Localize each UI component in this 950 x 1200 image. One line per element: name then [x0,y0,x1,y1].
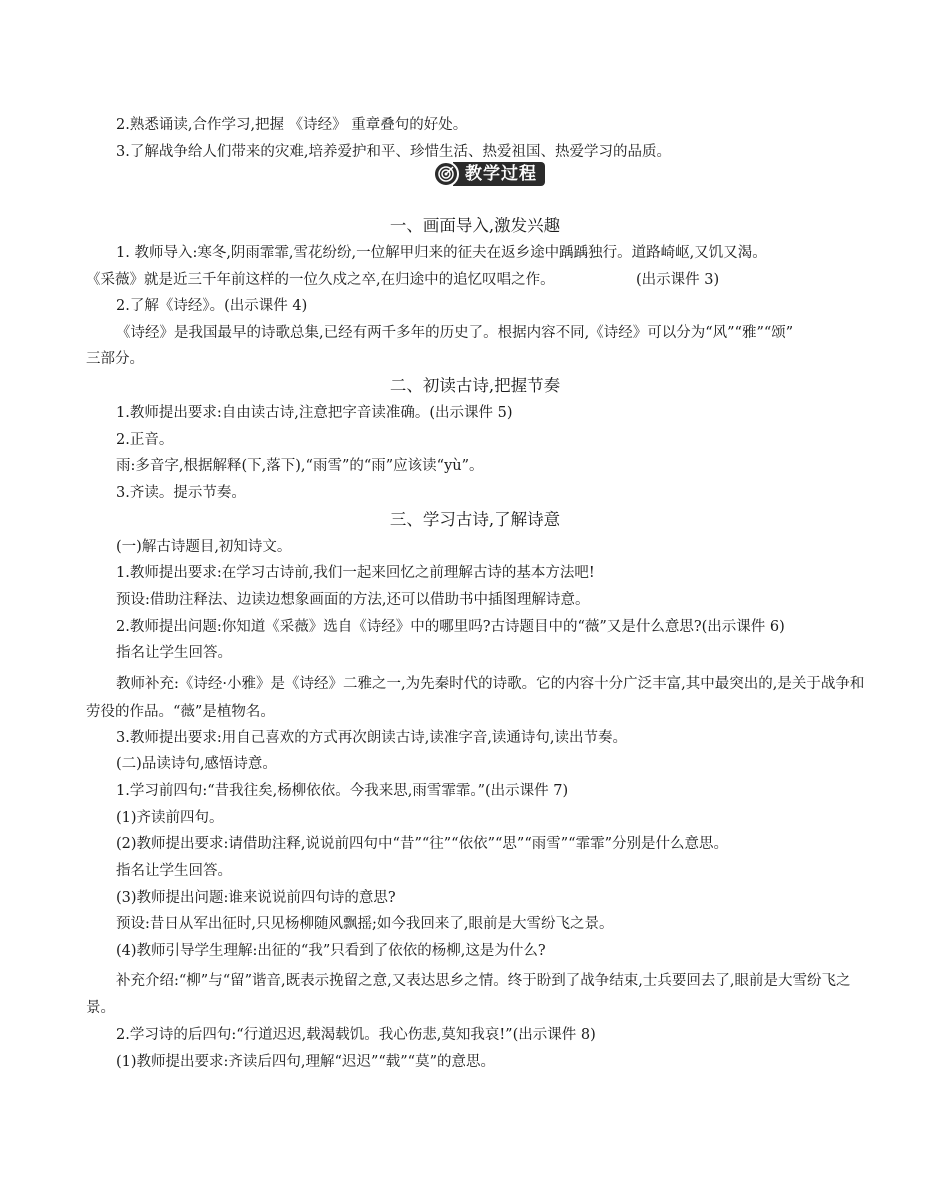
section-3-line: 指名让学生回答。 [116,863,232,879]
section-1-line-3: 2.了解《诗经》。(出示课件 4) [116,298,308,314]
target-icon [433,161,459,187]
section-3-line: (1)齐读前四句。 [116,810,224,826]
section-3-line: 预设:昔日从军出征时,只见杨柳随风飘摇;如今我回来了,眼前是大雪纷飞之景。 [116,916,614,932]
section-1-title: 一、画面导入,激发兴趣 [389,216,561,235]
section-2-line-4: 3.齐读。提示节奏。 [116,485,246,501]
section-2-line-2: 2.正音。 [116,432,174,448]
section-badge [433,161,545,187]
objective-item-2: 2.熟悉诵读,合作学习,把握 《诗经》 重章叠句的好处。 [116,117,468,133]
section-1-line-5: 三部分。 [86,351,144,367]
section-3-title: 三、学习古诗,了解诗意 [389,510,561,529]
section-3-line: 预设:借助注释法、边读边想象画面的方法,还可以借助书中插图理解诗意。 [116,592,590,608]
section-3-line: (1)教师提出要求:齐读后四句,理解“迟迟”“载”“莫”的意思。 [116,1054,496,1070]
section-3-paragraph: 教师补充:《诗经·小雅》是《诗经》二雅之一,为先秦时代的诗歌。它的内容十分广泛丰富,其中最突出的,是关于战争和劳役的作品。“薇”是植物名。 [86,676,865,720]
section-3-line: (4)教师引导学生理解:出征的“我”只看到了依依的杨柳,这是为什么? [116,943,546,959]
section-3-line: 3.教师提出要求:用自己喜欢的方式再次朗读古诗,读准字音,读通诗句,读出节奏。 [116,730,628,746]
section-1-line-1: 1. 教师导入:寒冬,阴雨霏霏,雪花纷纷,一位解甲归来的征夫在返乡途中踽踽独行。道路崎岖,又饥又渴。 [116,245,767,261]
objective-item-3: 3.了解战争给人们带来的灾难,培养爱护和平、珍惜生活、热爱祖国、热爱学习的品质。 [116,144,671,160]
section-3-line: (3)教师提出问题:谁来说说前四句诗的意思? [116,890,396,906]
section-3-paragraph: 补充介绍:“柳”与“留”谐音,既表示挽留之意,又表达思乡之情。终于盼到了战争结束,士兵要回去了,眼前是大雪纷飞之景。 [86,973,851,1016]
section-3-line: 2.学习诗的后四句:“行道迟迟,载渴载饥。我心伤悲,莫知我哀!”(出示课件 8) [116,1027,596,1043]
section-2-line-1: 1.教师提出要求:自由读古诗,注意把字音读准确。(出示课件 5) [116,405,513,421]
section-3-line: (一)解古诗题目,初知诗文。 [116,539,292,555]
badge-label: 教学过程 [453,162,545,186]
section-1-line-4: 《诗经》是我国最早的诗歌总集,已经有两千多年的历史了。根据内容不同,《诗经》可以分为“风”“雅”“颂” [116,325,794,341]
section-3-line: 2.教师提出问题:你知道《采薇》选自《诗经》中的哪里吗?古诗题目中的“薇”又是什么意思?(出示课件 6) [116,619,785,635]
section-3-line: 1.教师提出要求:在学习古诗前,我们一起来回忆之前理解古诗的基本方法吧! [116,565,595,581]
section-2-line-3: 雨:多音字,根据解释(下,落下),“雨雪”的“雨”应该读“yù”。 [116,458,484,474]
section-1-line-2-note: (出示课件 3) [636,272,720,288]
section-2-title: 二、初读古诗,把握节奏 [389,376,561,395]
section-3-line: 指名让学生回答。 [116,645,232,661]
section-3-line: (2)教师提出要求:请借助注释,说说前四句中“昔”“往”“依依”“思”“雨雪”“霏霏”分别是什么意思。 [116,836,728,852]
section-3-line: 1.学习前四句:“昔我往矣,杨柳依依。今我来思,雨雪霏霏。”(出示课件 7) [116,783,569,799]
section-3-line: (二)品读诗句,感悟诗意。 [116,756,277,772]
section-1-line-2: 《采薇》就是近三千年前这样的一位久戍之卒,在归途中的追忆叹唱之作。 [86,272,555,288]
